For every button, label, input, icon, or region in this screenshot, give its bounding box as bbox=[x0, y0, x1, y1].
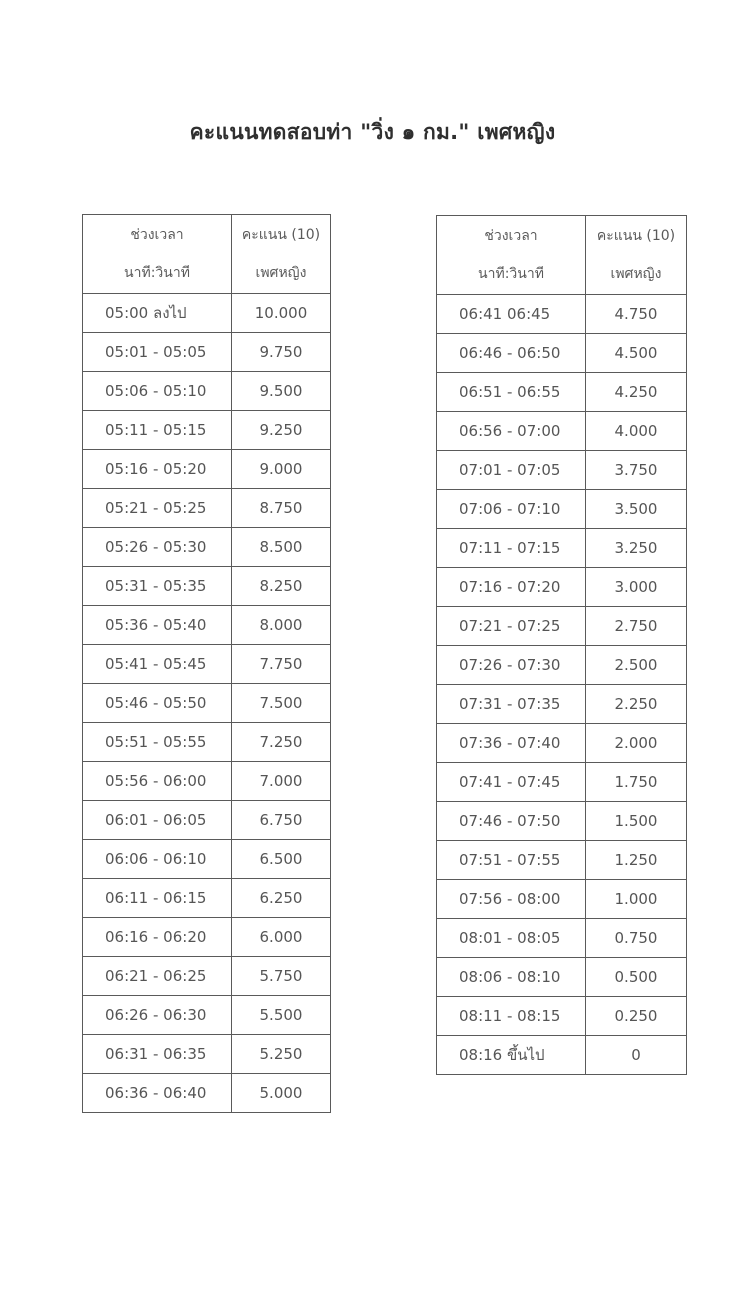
score-cell: 7.500 bbox=[232, 684, 331, 723]
score-cell: 6.500 bbox=[232, 840, 331, 879]
time-range-cell: 06:56 - 07:00 bbox=[437, 412, 586, 451]
time-range-cell: 06:11 - 06:15 bbox=[83, 879, 232, 918]
score-cell: 3.500 bbox=[586, 490, 687, 529]
score-table-right bbox=[436, 215, 687, 1075]
time-range-header bbox=[83, 215, 232, 294]
table-row bbox=[437, 724, 687, 763]
time-range-cell: 07:06 - 07:10 bbox=[437, 490, 586, 529]
table-row bbox=[83, 294, 331, 333]
table-row bbox=[83, 450, 331, 489]
score-cell: 1.000 bbox=[586, 880, 687, 919]
table-row bbox=[83, 528, 331, 567]
table-row bbox=[437, 841, 687, 880]
table-row bbox=[83, 606, 331, 645]
score-cell: 2.000 bbox=[586, 724, 687, 763]
table-row bbox=[437, 451, 687, 490]
score-cell: 7.000 bbox=[232, 762, 331, 801]
score-cell: 0 bbox=[586, 1036, 687, 1075]
score-cell: 6.250 bbox=[232, 879, 331, 918]
score-cell: 5.000 bbox=[232, 1074, 331, 1113]
score-cell: 0.750 bbox=[586, 919, 687, 958]
table-row bbox=[437, 334, 687, 373]
score-cell: 0.500 bbox=[586, 958, 687, 997]
table-row bbox=[83, 1074, 331, 1113]
score-cell: 2.250 bbox=[586, 685, 687, 724]
time-range-cell: 06:41 06:45 bbox=[437, 295, 586, 334]
score-cell: 7.250 bbox=[232, 723, 331, 762]
time-range-cell: 08:16 ขึ้นไป bbox=[437, 1036, 586, 1075]
table-row bbox=[437, 880, 687, 919]
score-cell: 3.000 bbox=[586, 568, 687, 607]
table-row bbox=[83, 879, 331, 918]
score-cell: 4.750 bbox=[586, 295, 687, 334]
time-range-cell: 08:11 - 08:15 bbox=[437, 997, 586, 1036]
time-range-cell: 06:26 - 06:30 bbox=[83, 996, 232, 1035]
score-cell: 9.250 bbox=[232, 411, 331, 450]
score-cell: 1.500 bbox=[586, 802, 687, 841]
score-cell: 4.000 bbox=[586, 412, 687, 451]
score-cell: 2.750 bbox=[586, 607, 687, 646]
score-cell: 2.500 bbox=[586, 646, 687, 685]
time-range-cell: 06:21 - 06:25 bbox=[83, 957, 232, 996]
table-row bbox=[437, 490, 687, 529]
time-range-cell: 05:41 - 05:45 bbox=[83, 645, 232, 684]
time-range-cell: 06:36 - 06:40 bbox=[83, 1074, 232, 1113]
table-row bbox=[83, 489, 331, 528]
time-range-cell: 07:21 - 07:25 bbox=[437, 607, 586, 646]
time-range-cell: 07:51 - 07:55 bbox=[437, 841, 586, 880]
time-range-cell: 05:56 - 06:00 bbox=[83, 762, 232, 801]
score-cell: 5.750 bbox=[232, 957, 331, 996]
score-cell: 6.750 bbox=[232, 801, 331, 840]
time-range-cell: 05:06 - 05:10 bbox=[83, 372, 232, 411]
table-row bbox=[437, 802, 687, 841]
table-row bbox=[83, 567, 331, 606]
time-range-cell: 07:11 - 07:15 bbox=[437, 529, 586, 568]
table-row bbox=[437, 295, 687, 334]
score-header-line1: คะแนน (10) bbox=[241, 227, 321, 243]
time-range-cell: 07:36 - 07:40 bbox=[437, 724, 586, 763]
time-range-cell: 05:21 - 05:25 bbox=[83, 489, 232, 528]
score-header bbox=[232, 215, 331, 294]
time-range-cell: 05:16 - 05:20 bbox=[83, 450, 232, 489]
table-row bbox=[83, 1035, 331, 1074]
score-header bbox=[586, 216, 687, 295]
time-range-cell: 05:46 - 05:50 bbox=[83, 684, 232, 723]
time-range-cell: 06:01 - 06:05 bbox=[83, 801, 232, 840]
time-range-cell: 07:26 - 07:30 bbox=[437, 646, 586, 685]
table-row bbox=[437, 412, 687, 451]
time-range-cell: 06:31 - 06:35 bbox=[83, 1035, 232, 1074]
page-title: คะแนนทดสอบท่า "วิ่ง ๑ กม." เพศหญิง bbox=[189, 120, 556, 144]
time-header-line2: นาที:วินาที bbox=[478, 266, 544, 282]
table-row bbox=[437, 997, 687, 1036]
table-row bbox=[83, 801, 331, 840]
table-row bbox=[83, 333, 331, 372]
score-cell: 6.000 bbox=[232, 918, 331, 957]
time-range-cell: 07:46 - 07:50 bbox=[437, 802, 586, 841]
time-header-line2: นาที:วินาที bbox=[124, 265, 190, 281]
time-range-cell: 07:01 - 07:05 bbox=[437, 451, 586, 490]
score-cell: 9.500 bbox=[232, 372, 331, 411]
score-header-line2: เพศหญิง bbox=[255, 265, 307, 281]
time-range-cell: 05:36 - 05:40 bbox=[83, 606, 232, 645]
time-range-cell: 05:00 ลงไป bbox=[83, 294, 232, 333]
score-table-left bbox=[82, 214, 331, 1113]
time-range-cell: 06:51 - 06:55 bbox=[437, 373, 586, 412]
time-range-cell: 05:31 - 05:35 bbox=[83, 567, 232, 606]
score-cell: 3.750 bbox=[586, 451, 687, 490]
time-range-cell: 05:01 - 05:05 bbox=[83, 333, 232, 372]
time-range-cell: 05:51 - 05:55 bbox=[83, 723, 232, 762]
score-cell: 8.750 bbox=[232, 489, 331, 528]
score-cell: 5.250 bbox=[232, 1035, 331, 1074]
time-range-cell: 06:06 - 06:10 bbox=[83, 840, 232, 879]
time-range-cell: 05:26 - 05:30 bbox=[83, 528, 232, 567]
time-range-cell: 07:16 - 07:20 bbox=[437, 568, 586, 607]
score-cell: 8.000 bbox=[232, 606, 331, 645]
table-row bbox=[437, 607, 687, 646]
score-cell: 1.250 bbox=[586, 841, 687, 880]
score-cell: 10.000 bbox=[232, 294, 331, 333]
table-row bbox=[437, 529, 687, 568]
score-cell: 7.750 bbox=[232, 645, 331, 684]
score-cell: 8.500 bbox=[232, 528, 331, 567]
score-cell: 8.250 bbox=[232, 567, 331, 606]
time-header-line1: ช่วงเวลา bbox=[130, 227, 184, 243]
time-header-line1: ช่วงเวลา bbox=[484, 228, 538, 244]
time-range-cell: 07:56 - 08:00 bbox=[437, 880, 586, 919]
table-row bbox=[437, 1036, 687, 1075]
table-row bbox=[437, 685, 687, 724]
score-cell: 9.750 bbox=[232, 333, 331, 372]
score-header-line1: คะแนน (10) bbox=[596, 228, 676, 244]
table-row bbox=[437, 763, 687, 802]
score-header-line2: เพศหญิง bbox=[610, 266, 662, 282]
table-row bbox=[437, 958, 687, 997]
time-range-cell: 08:06 - 08:10 bbox=[437, 958, 586, 997]
table-row bbox=[83, 645, 331, 684]
time-range-cell: 05:11 - 05:15 bbox=[83, 411, 232, 450]
score-cell: 3.250 bbox=[586, 529, 687, 568]
table-row bbox=[83, 840, 331, 879]
table-row bbox=[83, 996, 331, 1035]
table-row bbox=[83, 684, 331, 723]
table-row bbox=[83, 411, 331, 450]
time-range-header bbox=[437, 216, 586, 295]
time-range-cell: 08:01 - 08:05 bbox=[437, 919, 586, 958]
time-range-cell: 07:41 - 07:45 bbox=[437, 763, 586, 802]
table-row bbox=[83, 762, 331, 801]
table-header-row bbox=[437, 216, 687, 295]
score-cell: 4.250 bbox=[586, 373, 687, 412]
time-range-cell: 07:31 - 07:35 bbox=[437, 685, 586, 724]
score-cell: 5.500 bbox=[232, 996, 331, 1035]
score-cell: 4.500 bbox=[586, 334, 687, 373]
score-cell: 0.250 bbox=[586, 997, 687, 1036]
table-row bbox=[83, 723, 331, 762]
table-row bbox=[83, 957, 331, 996]
table-row bbox=[437, 373, 687, 412]
table-header-row bbox=[83, 215, 331, 294]
table-row bbox=[83, 918, 331, 957]
score-cell: 1.750 bbox=[586, 763, 687, 802]
table-row bbox=[437, 919, 687, 958]
score-cell: 9.000 bbox=[232, 450, 331, 489]
table-row bbox=[437, 646, 687, 685]
table-row bbox=[437, 568, 687, 607]
time-range-cell: 06:46 - 06:50 bbox=[437, 334, 586, 373]
table-row bbox=[83, 372, 331, 411]
time-range-cell: 06:16 - 06:20 bbox=[83, 918, 232, 957]
